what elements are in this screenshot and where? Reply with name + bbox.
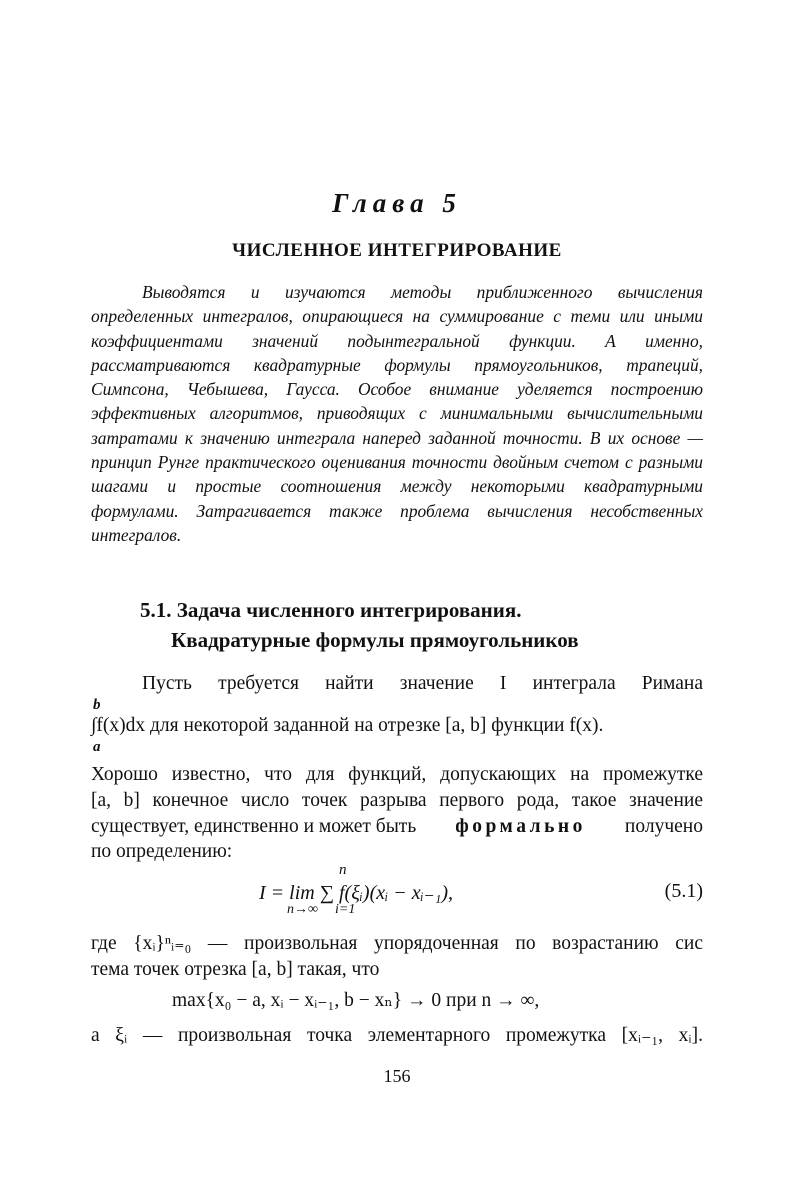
paragraph-2-line-2: [a, b] конечное число точек разрыва первого рода, такое значение	[91, 790, 703, 811]
formula-sum-lower: i=1	[335, 902, 356, 917]
section-heading	[140, 595, 740, 655]
paragraph-3-line-2: тема точек отрезка [a, b] такая, что	[91, 959, 380, 980]
paragraph-2-line-3-end: получено	[624, 816, 703, 837]
paragraph-2-line-4: по определению:	[91, 841, 233, 862]
formula-5-1	[91, 862, 703, 922]
formula-sum-upper: n	[339, 862, 347, 878]
integral-text-line: ∫f(x)dx для некоторой заданной на отрезке [a, b] функции f(x).	[91, 715, 604, 736]
section-heading-line-2: Квадратурные формулы прямоугольников	[171, 628, 579, 652]
paragraph-2-line-1: Хорошо известно, что для функций, допускающих на промежутке	[91, 764, 703, 785]
chapter-title: ЧИСЛЕННОЕ ИНТЕГРИРОВАНИЕ	[232, 240, 562, 261]
integral-expression	[91, 697, 703, 759]
paragraph-3-line-1: где {xᵢ}ⁿᵢ₌₀ — произвольная упорядоченная по возрастанию сис	[91, 933, 703, 954]
section-heading-line-1: 5.1. Задача численного интегрирования.	[140, 598, 522, 622]
condition-formula: max{x₀ − a, xᵢ − xᵢ₋₁, b − xₙ} → 0 при n → ∞,	[172, 990, 540, 1011]
emphasized-word: формально	[455, 816, 586, 837]
formula-main: I = lim ∑ f(ξᵢ)(xᵢ − xᵢ₋₁),	[259, 882, 453, 904]
page-number: 156	[383, 1066, 411, 1086]
paragraph-2-line-3	[91, 815, 703, 839]
paragraph-4-line-1: а ξᵢ — произвольная точка элементарного промежутка [xᵢ₋₁, xᵢ].	[91, 1025, 703, 1046]
formula-number: (5.1)	[664, 880, 703, 902]
chapter-label: Глава 5	[332, 188, 462, 218]
chapter-abstract: Выводятся и изучаются методы приближенного вычисления определенных интегралов, опирающиеся на суммирование с теми или иными коэффициентами значений подынтегральной функции. А именно, рассматриваются квадратурные формулы прямоугольников, трапеций, Симпсона, Чебышева, Гаусса. Особое внимание уделяется построению эффективных алгоритмов, приводящих с минимальными вычислительными затратами к значению интеграла наперед заданной точности. В их основе — принцип Рунге практического оценивания точности двойным счетом с разными шагами и простые соотношения между некоторыми квадратурными формулами. Затрагивается также проблема вычисления несобственных интегралов.	[91, 282, 703, 545]
formula-lim-subscript: n→∞	[287, 902, 318, 917]
integral-lower-limit: a	[93, 739, 101, 755]
integral-upper-limit: b	[93, 697, 101, 713]
paragraph-2-line-3-start: существует, единственно и может быть	[91, 816, 417, 837]
paragraph-1-line-1: Пусть требуется найти значение I интеграла Римана	[142, 673, 703, 694]
